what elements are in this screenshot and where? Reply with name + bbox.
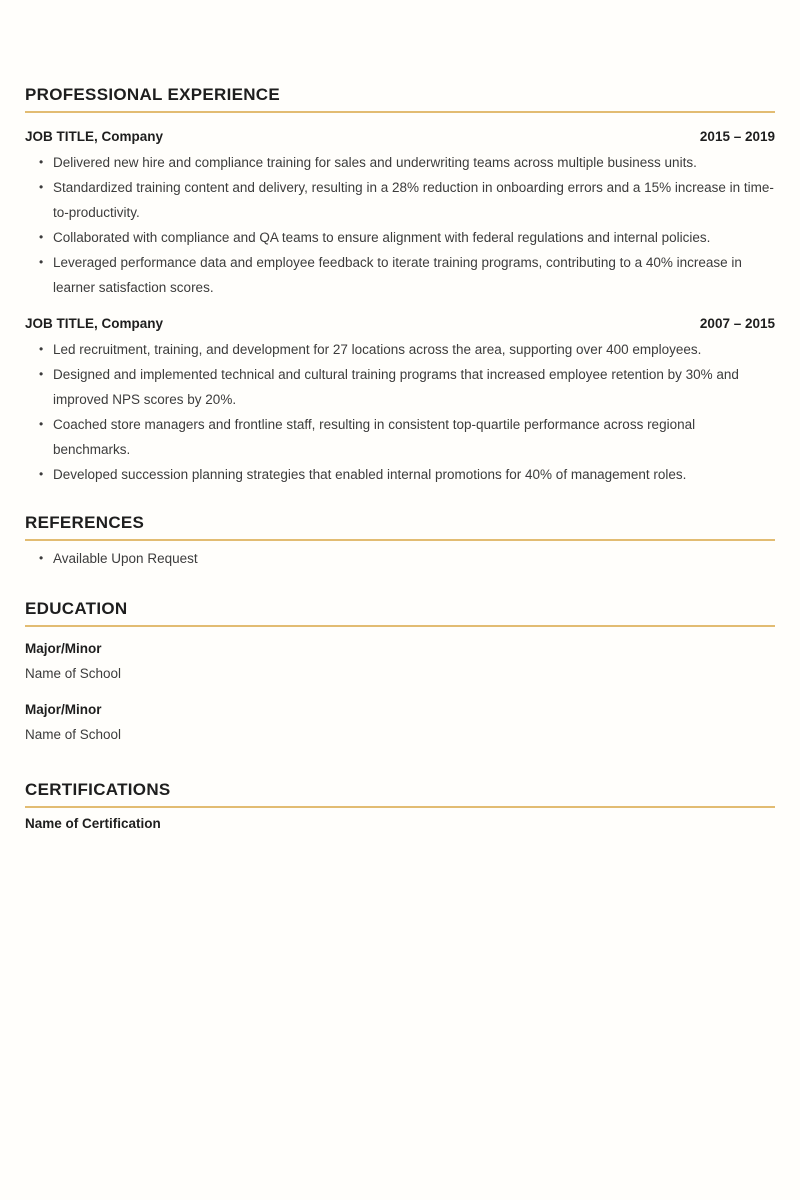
job-bullet-list <box>25 150 775 300</box>
degree-name: Major/Minor <box>25 641 102 656</box>
job-entry-1 <box>25 128 775 300</box>
section-education <box>25 599 775 747</box>
job-dates: 2015 – 2019 <box>699 129 775 144</box>
bullet-item: • Delivered new hire and compliance training for sales and underwriting teams across multiple business units. <box>25 150 775 175</box>
education-entry-1 <box>25 636 775 686</box>
bullet-item: • Led recruitment, training, and development for 27 locations across the area, supporting over 400 employees. <box>25 337 775 362</box>
job-entry-2 <box>25 315 775 487</box>
section-professional-experience <box>25 85 775 487</box>
job-header <box>25 128 775 145</box>
section-heading-education: EDUCATION <box>25 599 775 627</box>
certification-name: Name of Certification <box>25 816 161 831</box>
section-certifications <box>25 780 775 834</box>
degree-name: Major/Minor <box>25 702 102 717</box>
school-name: Name of School <box>25 666 122 681</box>
section-heading-professional-experience: PROFESSIONAL EXPERIENCE <box>25 85 775 113</box>
bullet-item: • Collaborated with compliance and QA teams to ensure alignment with federal regulations and internal policies. <box>25 225 775 250</box>
job-header <box>25 315 775 332</box>
bullet-item: • Coached store managers and frontline staff, resulting in consistent top-quartile performance across regional benchmarks. <box>25 412 775 462</box>
job-title: JOB TITLE, Company <box>25 129 164 144</box>
bullet-item: • Available Upon Request <box>25 546 775 571</box>
job-title: JOB TITLE, Company <box>25 316 164 331</box>
section-heading-references: REFERENCES <box>25 513 775 541</box>
bullet-item: • Leveraged performance data and employee feedback to iterate training programs, contributing to a 40% increase in learner satisfaction scores. <box>25 250 775 300</box>
education-entry-2 <box>25 697 775 747</box>
bullet-item: • Standardized training content and delivery, resulting in a 28% reduction in onboarding errors and a 15% increase in time-to-productivity. <box>25 175 775 225</box>
section-heading-certifications: CERTIFICATIONS <box>25 780 775 808</box>
bullet-item: • Designed and implemented technical and cultural training programs that increased employee retention by 30% and improved NPS scores by 20%. <box>25 362 775 412</box>
school-name: Name of School <box>25 727 122 742</box>
bullet-item: • Developed succession planning strategies that enabled internal promotions for 40% of management roles. <box>25 462 775 487</box>
references-list <box>25 546 775 571</box>
job-bullet-list <box>25 337 775 487</box>
job-dates: 2007 – 2015 <box>699 316 775 331</box>
section-references <box>25 513 775 571</box>
